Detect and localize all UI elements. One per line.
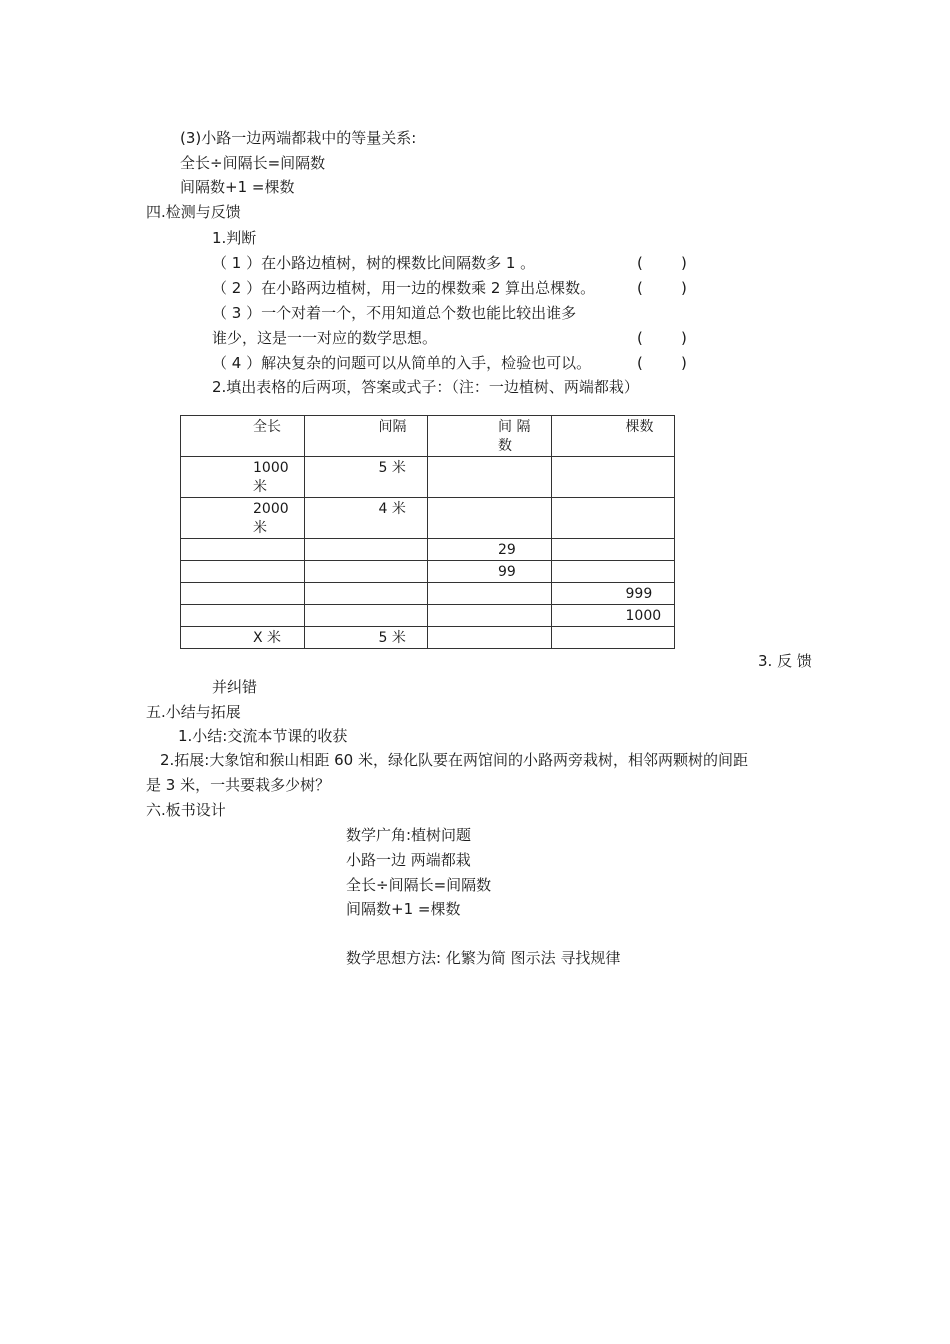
table-cell[interactable]: 5 米 — [304, 627, 428, 649]
table-cell[interactable] — [304, 583, 428, 605]
table-task-title: 2.填出表格的后两项，答案或式子：（注：一边植树、两端都栽） — [212, 378, 639, 396]
table-cell[interactable] — [551, 539, 675, 561]
section4-heading: 四.检测与反馈 — [146, 203, 241, 221]
summary-line: 1.小结:交流本节课的收获 — [178, 727, 348, 745]
table-cell[interactable] — [428, 627, 552, 649]
table-row — [181, 498, 675, 539]
board-method: 数学思想方法: 化繁为简 图示法 寻找规律 — [346, 949, 621, 967]
board-title: 数学广角:植树问题 — [346, 826, 472, 844]
board-line-4: 间隔数+1 =棵数 — [346, 900, 461, 918]
feedback-label-cont: 并纠错 — [212, 678, 258, 696]
section6-heading: 六.板书设计 — [146, 801, 226, 819]
formula-length-interval: 全长÷间隔长=间隔数 — [180, 154, 326, 172]
judge-answer-3[interactable]: ( ) — [637, 329, 687, 347]
judge-answer-2[interactable]: ( ) — [637, 279, 687, 297]
table-cell[interactable]: 5 米 — [304, 457, 428, 498]
judge-answer-1[interactable]: ( ) — [637, 254, 687, 272]
header-interval-count: 间 隔 数 — [428, 416, 552, 457]
board-line-2: 小路一边 两端都栽 — [346, 851, 471, 869]
table-cell[interactable]: 2000 米 — [181, 498, 305, 539]
header-interval: 间隔 — [304, 416, 428, 457]
table-row — [181, 561, 675, 583]
judge-answer-4[interactable]: ( ) — [637, 354, 687, 372]
judge-item-2: （ 2 ）在小路两边植树，用一边的棵数乘 2 算出总棵数。 — [212, 279, 596, 297]
extend-line-1: 2.拓展:大象馆和猴山相距 60 米，绿化队要在两馆间的小路两旁栽树，相邻两颗树的间距 — [160, 751, 748, 769]
table-cell[interactable] — [428, 583, 552, 605]
table-cell[interactable]: 1000 米 — [181, 457, 305, 498]
tree-table — [180, 415, 675, 649]
section5-heading: 五.小结与拓展 — [146, 703, 241, 721]
table-cell[interactable] — [304, 561, 428, 583]
table-cell[interactable]: 4 米 — [304, 498, 428, 539]
table-cell[interactable] — [551, 457, 675, 498]
table-cell[interactable] — [551, 561, 675, 583]
header-total-length: 全长 — [181, 416, 305, 457]
board-line-3: 全长÷间隔长=间隔数 — [346, 876, 492, 894]
table-cell[interactable]: X 米 — [181, 627, 305, 649]
table-cell[interactable] — [551, 627, 675, 649]
table-cell[interactable] — [181, 539, 305, 561]
section3-title: (3)小路一边两端都栽中的等量关系: — [180, 129, 417, 147]
table-cell[interactable] — [181, 583, 305, 605]
header-tree-count: 棵数 — [551, 416, 675, 457]
table-cell[interactable] — [181, 561, 305, 583]
table-cell[interactable]: 29 — [428, 539, 552, 561]
table-cell[interactable] — [428, 605, 552, 627]
judge-item-4: （ 4 ）解决复杂的问题可以从简单的入手，检验也可以。 — [212, 354, 592, 372]
table-cell[interactable]: 999 — [551, 583, 675, 605]
judge-title: 1.判断 — [212, 229, 257, 247]
judge-item-3: （ 3 ）一个对着一个，不用知道总个数也能比较出谁多 — [212, 304, 577, 322]
table-row — [181, 583, 675, 605]
table-cell[interactable] — [304, 539, 428, 561]
table-cell[interactable] — [304, 605, 428, 627]
table-cell[interactable] — [551, 498, 675, 539]
table-cell[interactable] — [428, 457, 552, 498]
table-header-row — [181, 416, 675, 457]
table-row — [181, 457, 675, 498]
table-cell[interactable] — [428, 498, 552, 539]
judge-item-3-cont: 谁少，这是一一对应的数学思想。 — [212, 329, 438, 347]
table-cell[interactable]: 1000 — [551, 605, 675, 627]
formula-interval-trees: 间隔数+1 =棵数 — [180, 178, 295, 196]
table-row — [181, 627, 675, 649]
judge-item-1: （ 1 ）在小路边植树，树的棵数比间隔数多 1 。 — [212, 254, 536, 272]
extend-line-2: 是 3 米，一共要栽多少树？ — [146, 776, 331, 794]
table-cell[interactable] — [181, 605, 305, 627]
feedback-label: 3. 反 馈 — [758, 652, 812, 670]
table-row — [181, 539, 675, 561]
table-row — [181, 605, 675, 627]
table-cell[interactable]: 99 — [428, 561, 552, 583]
